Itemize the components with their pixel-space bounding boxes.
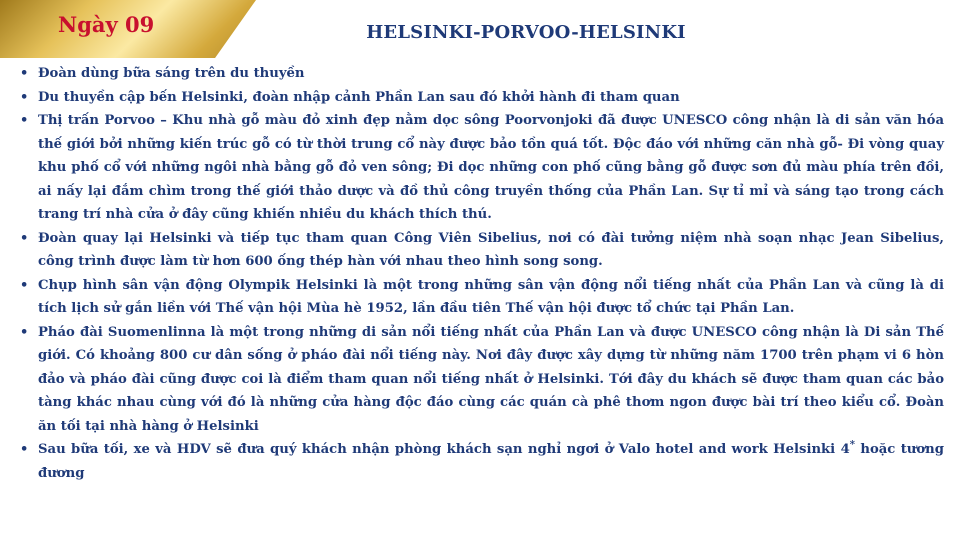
list-item: [14, 109, 944, 227]
list-item: [14, 227, 944, 274]
bullet-icon: •: [20, 66, 29, 81]
item-text: Chụp hình sân vận động Olympik Helsinki là một trong những sân vận động nổi tiếng nhất của Phần Lan và cũng là di tích lịch sử gắn liền với Thế vận hội Mùa hè 1952, lần đầu tiên Thế vận hội được tổ chức tại Phần Lan.: [38, 277, 944, 316]
list-item: [14, 438, 944, 485]
item-text-after: hoặc tương đương: [38, 442, 944, 481]
item-text: Đoàn dùng bữa sáng trên du thuyền: [38, 66, 305, 81]
item-text: Du thuyền cập bến Helsinki, đoàn nhập cảnh Phần Lan sau đó khởi hành đi tham quan: [38, 89, 680, 105]
page-title: HELSINKI-PORVOO-HELSINKI: [366, 22, 686, 43]
item-text: Đoàn quay lại Helsinki và tiếp tục tham quan Công Viên Sibelius, nơi có đài tưởng niệm nhà soạn nhạc Jean Sibelius, công trình được làm từ hơn 600 ống thép hàn với nhau theo hình song song.: [38, 230, 944, 269]
item-text: Thị trấn Porvoo – Khu nhà gỗ màu đỏ xinh đẹp nằm dọc sông Poorvonjoki đã được UNESCO công nhận là di sản văn hóa thế giới bởi những kiến trúc gỗ có từ thời trung cổ này được bảo tồn quá tốt. Độc đáo với những căn nhà gỗ- Đi vòng quay khu phố cổ với những ngôi nhà bằng gỗ đỏ ven sông; Đi dọc những con phố cũng bằng gỗ được sơn đủ màu phía trên đồi, ai nấy lại đắm chìm trong thế giới thảo dược và đồ thủ công truyền thống của Phần Lan. Sự tỉ mỉ và sáng tạo trong cách trang trí nhà cửa ở đây cũng khiến nhiều du khách thích thú.: [38, 113, 944, 222]
item-text: Pháo đài Suomenlinna là một trong những di sản nổi tiếng nhất của Phần Lan và được UNESCO công nhận là Di sản Thế giới. Có khoảng 800 cư dân sống ở pháo đài nổi tiếng này. Nơi đây được xây dựng từ những năm 1700 trên phạm vi 6 hòn đảo và pháo đài cũng được coi là điểm tham quan nổi tiếng nhất ở Helsinki. Tới đây du khách sẽ được tham quan các bảo tàng khác nhau cùng với đó là những cửa hàng độc đáo cùng các quán cà phê thơm ngon được bài trí theo kiểu cổ. Đoàn ăn tối tại nhà hàng ở Helsinki: [38, 324, 944, 434]
bullet-icon: •: [20, 230, 29, 246]
list-item: [14, 86, 944, 110]
bullet-icon: •: [20, 442, 29, 457]
day-label: Ngày 09: [58, 12, 155, 37]
list-item: [14, 62, 944, 86]
bullet-icon: •: [20, 113, 29, 128]
bullet-icon: •: [20, 277, 29, 293]
bullet-icon: •: [20, 89, 29, 105]
list-item: [14, 321, 944, 439]
bullet-icon: •: [20, 324, 29, 340]
star-superscript: *: [849, 439, 855, 451]
itinerary-list: [14, 62, 944, 485]
item-text-before: Sau bữa tối, xe và HDV sẽ đưa quý khách nhận phòng khách sạn nghỉ ngơi ở Valo hotel and work Helsinki 4: [38, 442, 850, 457]
list-item: [14, 274, 944, 321]
